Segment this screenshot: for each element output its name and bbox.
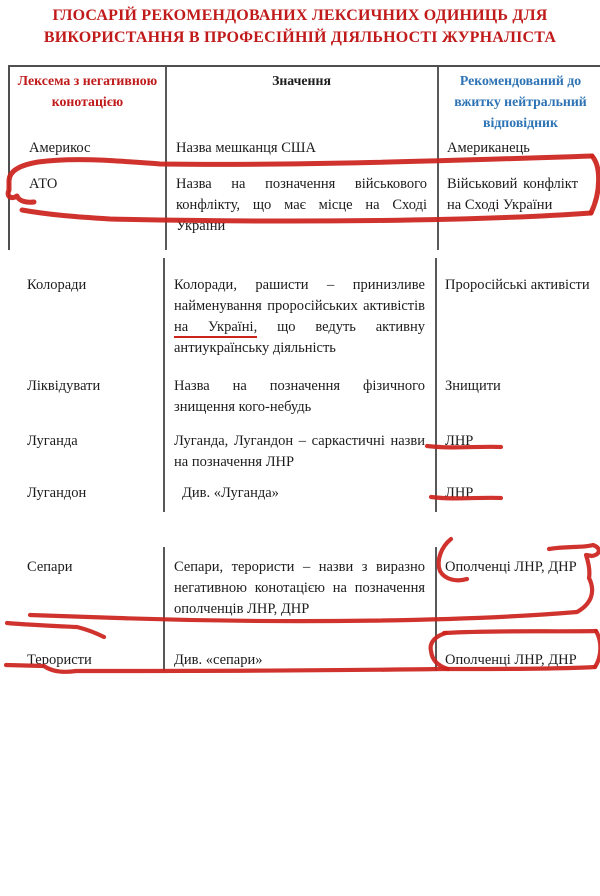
- page-title: ГЛОСАРІЙ РЕКОМЕНДОВАНИХ ЛЕКСИЧНИХ ОДИНИЦЬ ДЛЯ ВИКОРИСТАННЯ В ПРОФЕСІЙНІЙ ДІЯЛЬНОСТІ ЖУРНАЛІСТА: [43, 7, 557, 46]
- row-terorysty-lexeme: Терористи: [27, 652, 92, 668]
- row-kolorady-neutral: Проросійські активісти: [435, 258, 600, 375]
- row-lugandon-meaning: Див. «Луганда»: [163, 482, 435, 512]
- row-lugandon-lexeme: Лугандон: [27, 485, 87, 501]
- row-separy-lexeme: Сепари: [27, 559, 73, 575]
- row-separy-meaning: Сепари, терористи – назви з виразно негативною конотацією на позначення ополченців ЛНР, ДНР: [163, 547, 435, 640]
- row-luganda-meaning: Луганда, Лугандон – саркастичні назви на позначення ЛНР: [163, 430, 435, 482]
- meaning-pre: Колоради, рашисти – принизливе найменування проросійських активістів: [174, 277, 425, 314]
- row-terorysty-neutral: Ополченці ЛНР, ДНР: [435, 640, 600, 671]
- column-header-lexeme: Лексема з негативною конотацією: [17, 73, 158, 109]
- row-luganda-lexeme: Луганда: [27, 433, 78, 449]
- row-amerykos-neutral: Американець: [437, 137, 600, 173]
- table-block-middle: [8, 258, 600, 512]
- row-kolorady-lexeme: Колоради: [27, 277, 87, 293]
- row-lugandon-neutral: ЛНР: [435, 482, 600, 512]
- row-separy-neutral: Ополченці ЛНР, ДНР: [435, 547, 600, 640]
- column-header-meaning: Значення: [165, 67, 437, 137]
- row-kolorady-meaning: [163, 258, 435, 375]
- row-likviduvaty-lexeme: Ліквідувати: [27, 378, 101, 394]
- table-block-bottom: [8, 547, 600, 670]
- meaning-underlined-na-ukraini: на Україні,: [174, 319, 257, 338]
- row-amerykos-lexeme: Америкос: [29, 140, 91, 156]
- row-terorysty-meaning: Див. «сепари»: [163, 640, 435, 671]
- row-luganda-neutral: ЛНР: [435, 430, 600, 482]
- row-ato-neutral: Військовий конфлікт на Сході України: [437, 173, 600, 250]
- row-likviduvaty-meaning: Назва на позначення фізичного знищення кого-небудь: [163, 375, 435, 430]
- row-ato-lexeme: АТО: [29, 176, 58, 192]
- column-header-neutral: Рекомендований до вжитку нейтральний відповідник: [437, 67, 600, 137]
- row-likviduvaty-neutral: Знищити: [435, 375, 600, 430]
- table-block-top: [8, 65, 600, 250]
- meaning-post: що ведуть активну антиукраїнську діяльність: [174, 319, 425, 356]
- row-ato-meaning: Назва на позначення військового конфлікту, що має місце на Сході України: [165, 173, 437, 250]
- row-amerykos-meaning: Назва мешканця США: [165, 137, 437, 173]
